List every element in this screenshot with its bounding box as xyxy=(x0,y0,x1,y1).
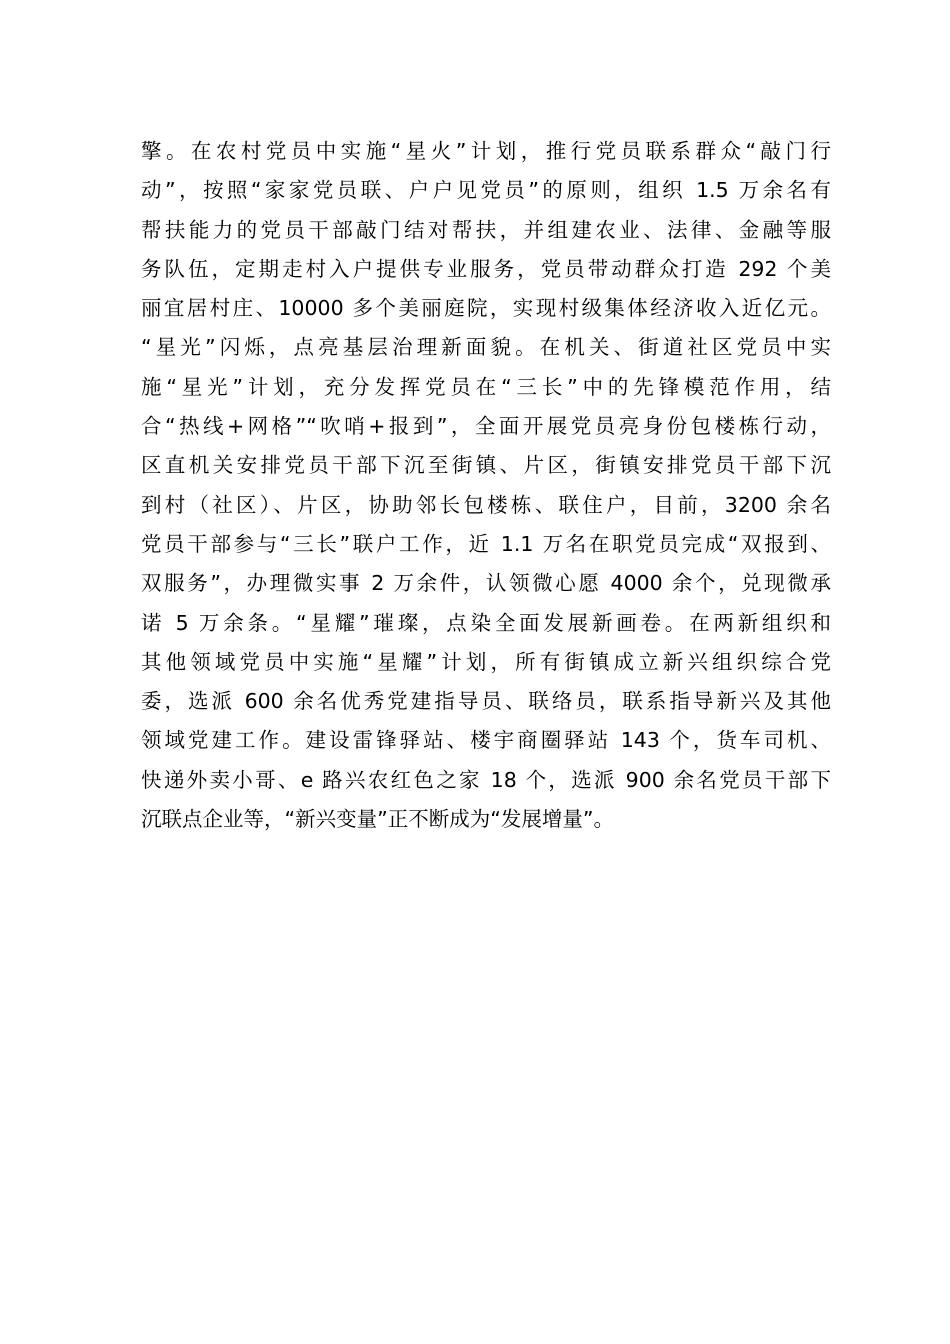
text-line: 区直机关安排党员干部下沉至街镇、片区，街镇安排党员干部下沉 xyxy=(141,453,831,478)
text-line: 党员干部参与“三长”联户工作，近 1.1 万名在职党员完成“双报到、 xyxy=(141,531,831,556)
text-line: 动”，按照“家家党员联、户户见党员”的原则，组织 1.5 万余名有 xyxy=(141,178,831,203)
body-paragraph xyxy=(141,132,831,839)
text-line: 诺 5 万余条。“星耀”璀璨，点染全面发展新画卷。在两新组织和 xyxy=(141,610,831,635)
text-line: 到村（社区）、片区，协助邻长包楼栋、联住户，目前，3200 余名 xyxy=(141,492,831,517)
text-line: 沉联点企业等，“新兴变量”正不断成为“发展增量”。 xyxy=(141,807,614,832)
text-line: 帮扶能力的党员干部敲门结对帮扶，并组建农业、法律、金融等服 xyxy=(141,217,831,242)
text-line: 务队伍，定期走村入户提供专业服务，党员带动群众打造 292 个美 xyxy=(141,256,831,281)
text-line: 施“星光”计划，充分发挥党员在“三长”中的先锋模范作用，结 xyxy=(141,374,831,399)
text-line: 其他领域党员中实施“星耀”计划，所有街镇成立新兴组织综合党 xyxy=(141,649,831,674)
text-line: 丽宜居村庄、10000 多个美丽庭院，实现村级集体经济收入近亿元。 xyxy=(141,296,831,321)
text-line: “星光”闪烁，点亮基层治理新面貌。在机关、街道社区党员中实 xyxy=(141,335,831,360)
text-line: 委，选派 600 余名优秀党建指导员、联络员，联系指导新兴及其他 xyxy=(141,689,831,714)
text-line: 擎。在农村党员中实施“星火”计划，推行党员联系群众“敲门行 xyxy=(141,139,831,163)
text-line: 双服务”，办理微实事 2 万余件，认领微心愿 4000 余个，兑现微承 xyxy=(141,571,831,596)
text-line: 合“热线+网格”“吹哨+报到”，全面开展党员亮身份包楼栋行动， xyxy=(141,414,831,439)
text-line: 领域党建工作。建设雷锋驿站、楼宇商圈驿站 143 个，货车司机、 xyxy=(141,728,831,753)
text-line: 快递外卖小哥、e 路兴农红色之家 18 个，选派 900 余名党员干部下 xyxy=(141,767,831,792)
